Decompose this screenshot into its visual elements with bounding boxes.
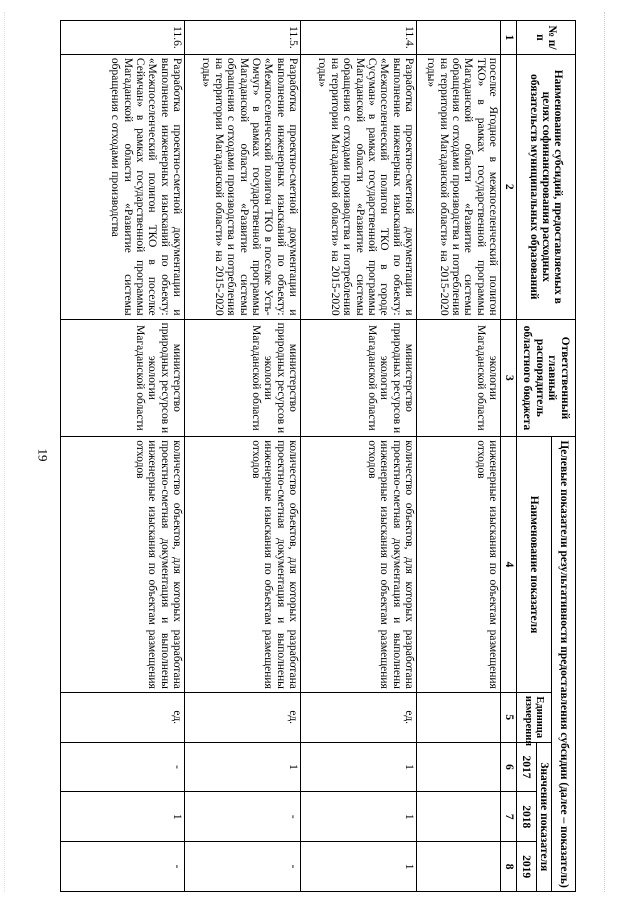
value-2019: - (185, 842, 301, 892)
header-indicator-name: Наименование показателя (516, 437, 551, 693)
header-unit: Единица измерения (516, 692, 551, 742)
value-2019: - (61, 842, 185, 892)
column-number: 8 (501, 842, 516, 892)
table-row (417, 21, 501, 892)
value-2017 (417, 742, 501, 792)
value-2019: 1 (301, 842, 417, 892)
value-2017: 1 (185, 742, 301, 792)
header-subsidy-name: Наименование субсидий, предоставляемых в целях софинансирования расходных обязательств муниципальных образований (516, 54, 575, 319)
indicator-name: количество объектов, для которых разработана проектно-сметная документация и выполнены инженерные изыскания по объектам размещения отходов (185, 437, 301, 693)
left-margin-line (4, 12, 7, 892)
row-number: 11.5. (185, 21, 301, 55)
column-number: 3 (501, 319, 516, 437)
header-values-group: Значение показателя (536, 742, 551, 891)
unit: ед. (61, 692, 185, 742)
unit: ед. (301, 692, 417, 742)
subsidy-name: Разработка проектно-сметной документации и выполнение инженерных изысканий по объекту: «Межпоселенческий полигон ТКО в поселке Усть-Омчуг» в рамках государственной программы Магаданской области «Развитие системы обращения с отходами производства и потребления на территории Магаданской области» на 2015-2020 годы» (185, 54, 301, 319)
row-number (417, 21, 501, 55)
header-year-2019: 2019 (516, 842, 536, 892)
value-2018: - (185, 792, 301, 842)
column-number: 6 (501, 742, 516, 792)
indicator-name: инженерные изыскания по объектам размещения отходов (417, 437, 501, 693)
subsidy-indicators-table (60, 20, 576, 892)
indicator-name: количество объектов, для которых разработана проектно-сметная документация и выполнены инженерные изыскания по объектам размещения отходов (61, 437, 185, 693)
column-numbers-row (501, 21, 516, 892)
row-number: 11.4. (301, 21, 417, 55)
right-margin-line (604, 12, 607, 892)
subsidy-name: поселке Ягодное в межпоселенческий полигон ТКО» в рамках государственной программы Магаданской области «Развитие системы обращения с отходами производства и потребления на территории Магаданской области» на 2015-2020 годы» (417, 54, 501, 319)
unit (417, 692, 501, 742)
ministry-name: министерство природных ресурсов и экологии Магаданской области (185, 319, 301, 437)
value-2018: 1 (61, 792, 185, 842)
value-2019 (417, 842, 501, 892)
subsidy-name: Разработка проектно-сметной документации и выполнение инженерных изысканий по объекту: «Межпоселенческий полигон ТКО в городе Сусуман» в рамках государственной программы Магаданской области «Развитие системы обращения с отходами производства и потребления на территории Магаданской области» на 2015-2020 годы» (301, 54, 417, 319)
column-number: 7 (501, 792, 516, 842)
table-row (301, 21, 417, 892)
column-number: 5 (501, 692, 516, 742)
column-number: 1 (501, 21, 516, 55)
header-year-2018: 2018 (516, 792, 536, 842)
subsidy-name: Разработка проектно-сметной документации и выполнение инженерных изысканий по объекту: «Межпоселенческий полигон ТКО в поселке Сеймчан» в рамках государственной программы Магаданской области «Развитие системы обращения с отходами производства (61, 54, 185, 319)
page-number: 19 (35, 448, 51, 462)
unit: ед. (185, 692, 301, 742)
ministry-name: министерство природных ресурсов и экологии Магаданской области (301, 319, 417, 437)
table-row (185, 21, 301, 892)
value-2018: 1 (301, 792, 417, 842)
header-indicators-group: Целевые показатели результативности предоставления субсидии (далее – показатель) (552, 437, 576, 892)
value-2017: 1 (301, 742, 417, 792)
indicator-name: количество объектов, для которых разработана проектно-сметная документация и выполнены инженерные изыскания по объектам размещения отходов (301, 437, 417, 693)
rotated-table-sheet (60, 20, 576, 892)
header-number: № п/п (516, 21, 575, 55)
header-year-2017: 2017 (516, 742, 536, 792)
column-number: 4 (501, 437, 516, 693)
column-number: 2 (501, 54, 516, 319)
ministry-name: экологии Магаданской области (417, 319, 501, 437)
table-row (61, 21, 185, 892)
value-2018 (417, 792, 501, 842)
ministry-name: министерство природных ресурсов и экологии Магаданской области (61, 319, 185, 437)
row-number: 11.6. (61, 21, 185, 55)
header-ministry: Ответственный главный распорядитель областного бюджета (516, 319, 575, 437)
value-2017: - (61, 742, 185, 792)
